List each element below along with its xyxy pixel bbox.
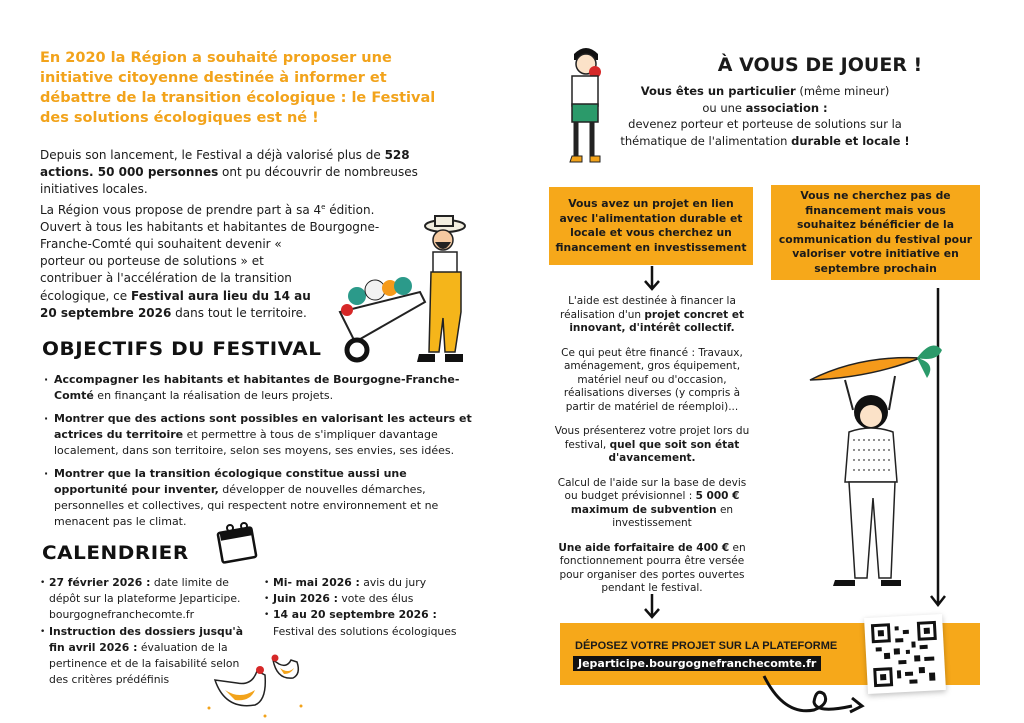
cta-title: DÉPOSEZ VOTRE PROJET SUR LA PLATEFORME	[575, 640, 838, 652]
right-intro	[620, 83, 910, 149]
calendar-text: avis du jury	[359, 576, 427, 589]
intro-durable: durable et locale !	[791, 133, 910, 148]
arrow-down-icon	[642, 594, 662, 620]
objective-bold: Accompagner les habitants et habitantes de Bourgogne-Franche-Comté	[54, 373, 460, 402]
intro-p1-end: ont pu découvrir de nombreuses initiatives locales.	[40, 165, 418, 197]
detail-bold: projet concret et innovant, d'intérêt collectif.	[569, 308, 744, 334]
farmer-wheelbarrow-illustration	[335, 212, 485, 372]
detail-text: Vous présenterez votre projet lors du festival,	[554, 425, 750, 451]
box-communication: Vous ne cherchez pas de financement mais vous souhaitez bénéficier de la communication du festival pour valoriser votre initiative en septembre prochain	[771, 185, 980, 280]
calendar-icon	[214, 522, 260, 566]
calendar-date: Mi- mai 2026 :	[273, 576, 360, 589]
chickens-illustration	[205, 650, 315, 720]
calendar-item	[40, 575, 250, 624]
objective-text: et permettre à tous de s'impliquer davantage localement, dans son territoire, selon ses moyens, ses envies, ses idées.	[54, 428, 455, 457]
objective-item	[44, 411, 474, 459]
calendar-date: 27 février 2026 :	[49, 576, 151, 589]
funding-details	[552, 295, 752, 607]
qr-code-pattern	[870, 620, 939, 687]
objective-item	[44, 372, 474, 404]
arrow-down-icon	[642, 266, 662, 292]
qr-code[interactable]	[864, 614, 946, 694]
calendar-list-right	[264, 575, 474, 640]
intro-particulier: Vous êtes un particulier	[640, 84, 796, 98]
intro-p3-end: dans tout le territoire.	[171, 305, 307, 320]
curly-arrow-icon	[760, 672, 870, 718]
intro-mineur: (même mineur)	[795, 84, 890, 98]
objectives-title: OBJECTIFS DU FESTIVAL	[42, 338, 322, 360]
calendar-item	[264, 575, 474, 591]
detail-p3	[552, 425, 752, 466]
intro-p3: Ouvert à tous les habitants et habitantes de Bourgogne-Franche-Comté qui souhaitent devenir « porteur ou porteuse de solutions » et contribuer à l'accélération de la transition écologique, ce	[40, 219, 380, 303]
intro-p3-bold: Festival aura lieu du 14 au 20 septembre 2026	[40, 288, 311, 320]
objectives-list	[44, 372, 474, 537]
detail-bold: quel que soit son état d'avancement.	[608, 438, 740, 464]
headline: En 2020 la Région a souhaité proposer une initiative citoyenne destinée à informer et débattre de la transition écologique : le Festival des solutions écologiques est né !	[40, 50, 436, 126]
intro-p1: Depuis son lancement, le Festival a déjà valorisé plus de	[40, 148, 385, 162]
objective-text: développer de nouvelles démarches, personnelles et collectives, qui respectent notre environnement et ne menacent pas le climat.	[54, 483, 439, 528]
intro-devenez: devenez porteur et porteuse de solutions sur la thématique de l'alimentation	[620, 117, 902, 148]
objective-item	[44, 466, 474, 530]
intro-association: association :	[745, 100, 828, 115]
detail-p1	[552, 295, 752, 336]
calendar-date: Juin 2026 :	[273, 592, 338, 606]
objective-bold: Montrer que des actions sont possibles en valorisant les acteurs et actrices du territoire	[54, 412, 472, 441]
calendar-text: vote des élus	[337, 592, 414, 606]
cta-url-link[interactable]: Jeparticipe.bourgognefranchecomte.fr	[573, 656, 821, 671]
detail-p4	[552, 477, 752, 531]
right-title: À VOUS DE JOUER !	[717, 54, 923, 76]
calendar-text: date limite de dépôt sur la plateforme Jeparticipe. bourgognefranchecomte.fr	[49, 576, 241, 622]
intro-ou: ou une	[702, 100, 746, 115]
detail-text: en investissement	[612, 503, 734, 529]
intro-p1-bold: 528 actions. 50 000 personnes	[40, 148, 410, 180]
detail-text: en fonctionnement pourra être versée pour organiser des portes ouvertes pendant le festival.	[559, 541, 746, 594]
intro-p2-end: édition.	[325, 202, 375, 217]
detail-p5	[552, 542, 752, 596]
objective-text: en finançant la réalisation de leurs projets.	[93, 389, 334, 402]
detail-text: Calcul de l'aide sur la base de devis ou budget prévisionnel :	[557, 476, 747, 502]
intro-p2-sup: e	[321, 202, 326, 211]
detail-bold: Une aide forfaitaire de 400 €	[558, 541, 730, 554]
calendar-text: Festival des solutions écologiques	[273, 624, 457, 638]
detail-bold: 5 000 € maximum de subvention	[570, 490, 740, 516]
calendar-date: Instruction des dossiers jusqu'à fin avril 2026 :	[49, 624, 244, 654]
detail-text: L'aide est destinée à financer la réalisation d'un	[560, 295, 736, 321]
calendar-item	[264, 591, 474, 607]
intro-p2: La Région vous propose de prendre part à sa 4	[40, 202, 322, 217]
detail-p2: Ce qui peut être financé : Travaux, aménagement, gros équipement, matériel neuf ou d'occasion, réalisations diverses (y compris à partir de matériel de réemploi)...	[561, 346, 743, 413]
woman-holding-carrot-illustration	[805, 340, 945, 590]
calendar-date: 14 au 20 septembre 2026 :	[273, 608, 437, 622]
calendar-item	[264, 607, 474, 639]
objective-bold: Montrer que la transition écologique constitue aussi une opportunité pour inventer,	[54, 467, 407, 496]
calendar-title: CALENDRIER	[42, 542, 189, 564]
calendar-text: évaluation de la pertinence et de la faisabilité selon des critères prédéfinis	[49, 640, 240, 687]
box-funding: Vous avez un projet en lien avec l'alimentation durable et locale et vous cherchez un financement en investissement	[549, 187, 753, 265]
